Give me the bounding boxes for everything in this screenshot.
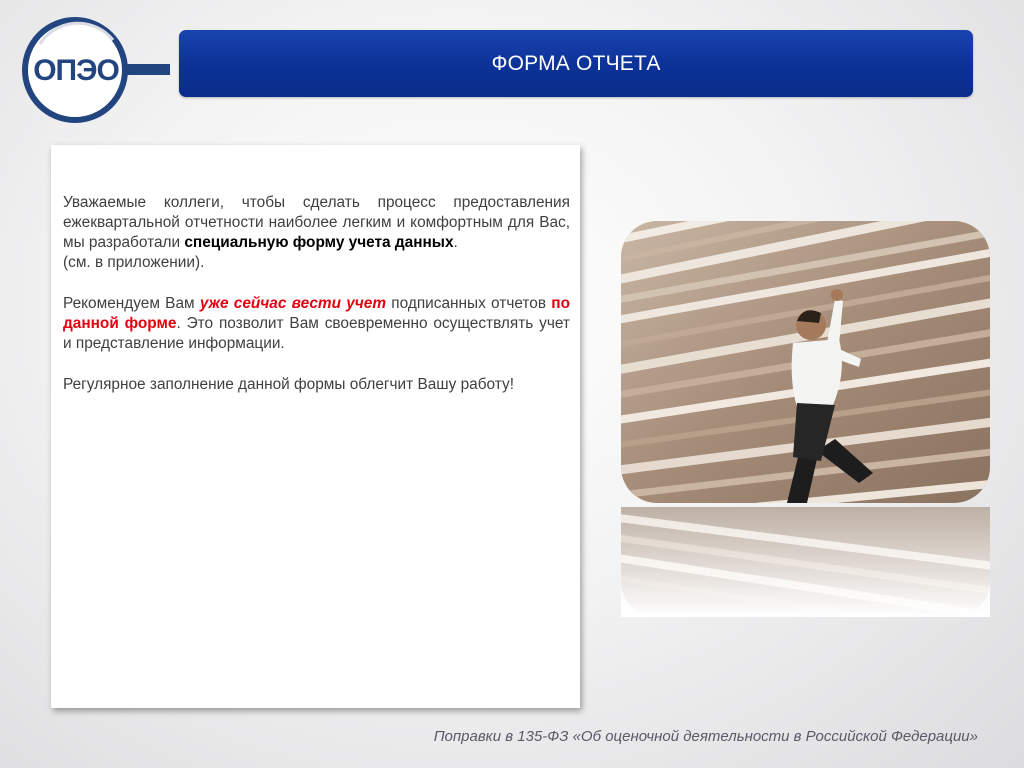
paper-stack-photo-icon — [621, 221, 990, 503]
p2-text-mid: подписанных отчетов — [386, 295, 552, 312]
p2-text-end: . Это позволит Вам своевременно осуществлять учет и представление информации. — [63, 315, 570, 352]
p2-emphasis-1: уже сейчас вести учет — [199, 295, 387, 312]
opeo-logo-icon — [18, 14, 170, 126]
footer-caption: Поправки в 135-ФЗ «Об оценочной деятельности в Российской Федерации» — [433, 728, 978, 745]
page-title: ФОРМА ОТЧЕТА — [491, 51, 661, 75]
p2-text: Рекомендуем Вам — [63, 295, 200, 312]
paragraph-1 — [63, 193, 570, 273]
text-card — [51, 145, 580, 708]
logo-text: ОПЭО — [33, 54, 119, 87]
p1-text-end: . — [453, 234, 458, 251]
p1-emphasis: специальную форму учета данных — [184, 234, 454, 251]
text-body — [63, 193, 570, 416]
paragraph-2 — [63, 294, 570, 354]
p2-emphasis-2: по данной форме — [63, 295, 570, 332]
p1-note: (см. в приложении). — [63, 254, 205, 271]
title-bar — [179, 30, 973, 97]
paragraph-3: Регулярное заполнение данной формы облегчит Вашу работу! — [63, 376, 514, 393]
p1-text: Уважаемые коллеги, чтобы сделать процесс предоставления ежеквартальной отчетности наиболее легким и комфортным для Вас, мы разработали — [63, 194, 570, 251]
photo-reflection — [621, 507, 990, 617]
